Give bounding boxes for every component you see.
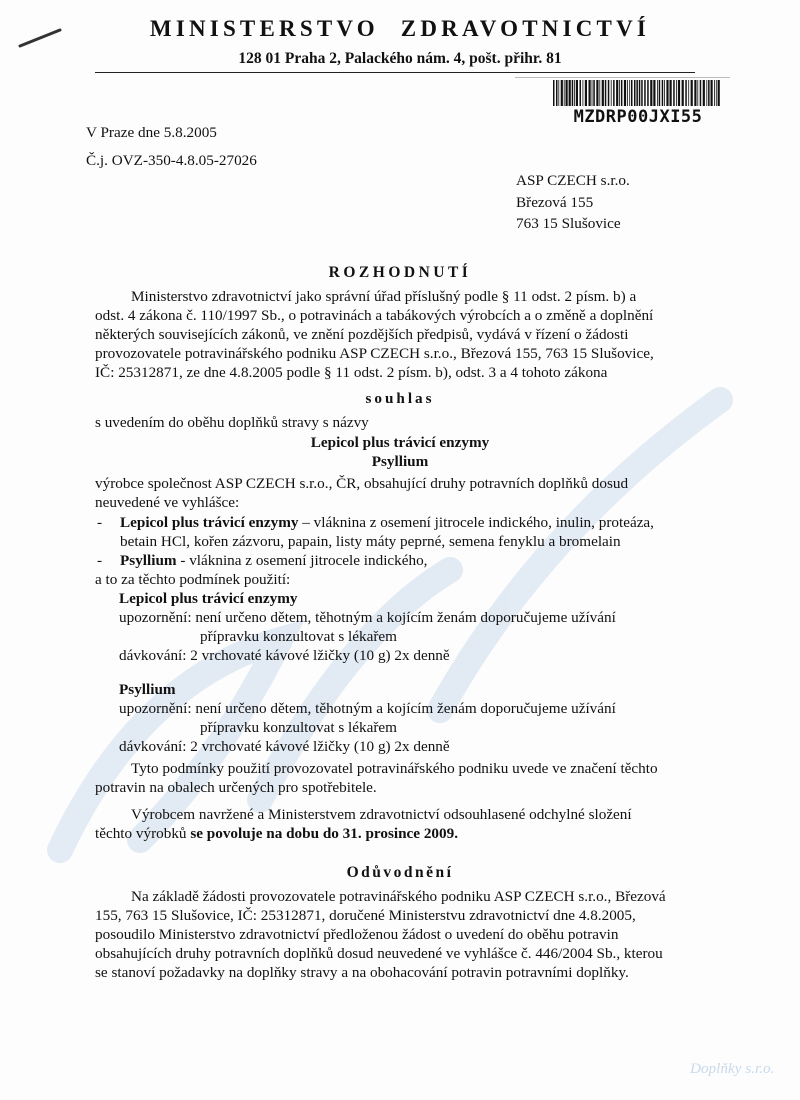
barcode-bar <box>676 80 677 106</box>
barcode-bar <box>580 80 582 106</box>
warning-label: upozornění: <box>119 700 192 717</box>
barcode-bar <box>613 80 615 106</box>
barcode-bar <box>576 80 578 106</box>
watermark-text: Doplňky s.r.o. <box>690 1060 775 1077</box>
barcode-bar <box>583 80 584 106</box>
recipient-city: 763 15 Slušovice <box>516 215 621 232</box>
condition-warning <box>119 700 616 718</box>
justification-line: obsahujících druhy potravních doplňků dosud neuvedené ve vyhlášce č. 446/2004 Sb., kterou <box>95 945 663 962</box>
composition-line: vláknina z osemení jitrocele indického, inulin, proteáza, <box>313 514 654 531</box>
barcode-bar <box>641 80 643 106</box>
reference-number: Č.j. OVZ-350-4.8.05-27026 <box>86 152 257 169</box>
barcode-bar <box>700 80 702 106</box>
intro-line: Ministerstvo zdravotnictví jako správní úřad příslušný podle § 11 odst. 2 písm. b) a <box>131 288 637 305</box>
composition-line: vláknina z osemení jitrocele indického, <box>189 552 428 569</box>
justification-line: se stanoví požadavky na doplňky stravy a na obohacování potravin potravními doplňky. <box>95 964 629 981</box>
barcode-bar <box>602 80 604 106</box>
barcode-bar <box>714 80 715 106</box>
barcode-bar <box>558 80 559 106</box>
barcode-bar <box>605 80 607 106</box>
barcode-bar <box>666 80 668 106</box>
barcode-bar <box>572 80 574 106</box>
justification-line: 155, 763 15 Slušovice, IČ: 25312871, doručené Ministerstvu zdravotnictví dne 4.8.2005, <box>95 907 636 924</box>
product-name-1: Lepicol plus trávicí enzymy <box>310 434 490 451</box>
barcode-bar <box>711 80 713 106</box>
letterhead-divider <box>95 72 695 73</box>
labeling-line: potravin na obalech určených pro spotřebitele. <box>95 779 377 796</box>
warning-text: není určeno dětem, těhotným a kojícím ženám doporučujeme užívání <box>195 700 616 717</box>
barcode-bar <box>650 80 652 106</box>
composition-product: Lepicol plus trávicí enzymy <box>120 514 299 531</box>
barcode-bar <box>629 80 630 106</box>
barcode-bar <box>561 80 563 106</box>
barcode-code: MZDRP00JXI55 <box>573 107 703 127</box>
labeling-line: Tyto podmínky použití provozovatel potravinářského podniku uvede ve značení těchto <box>131 760 658 777</box>
barcode-bar <box>673 80 675 106</box>
composition-product: Psyllium <box>120 552 177 569</box>
barcode-bar <box>627 80 628 106</box>
recipient-street: Březová 155 <box>516 193 594 211</box>
dosage-text: 2 vrchovaté kávové lžičky (10 g) 2x denně <box>190 647 450 664</box>
barcode-bar <box>688 80 689 106</box>
composition-item-1 <box>120 514 654 532</box>
barcode-bar <box>716 80 717 106</box>
barcode-bar <box>682 80 684 106</box>
barcode-bar <box>592 80 593 106</box>
barcode-bar <box>691 80 693 106</box>
warning-text-continued: přípravku konzultovat s lékařem <box>200 719 397 736</box>
barcode-bar <box>664 80 665 106</box>
dosage-text: 2 vrchovaté kávové lžičky (10 g) 2x denně <box>190 738 450 755</box>
barcode-bar <box>653 80 655 106</box>
barcode-bar <box>566 80 568 106</box>
consent-intro: s uvedením do oběhu doplňků stravy s názvy <box>95 414 369 431</box>
consent-heading: souhlas <box>365 390 435 407</box>
composition-separator: – <box>298 514 314 531</box>
barcode-bar <box>697 80 698 106</box>
barcode-bar <box>611 80 612 106</box>
warning-text-continued: přípravku konzultovat s lékařem <box>200 628 397 645</box>
barcode-bar <box>599 80 600 106</box>
barcode-bar <box>569 80 571 106</box>
barcode-bar <box>657 80 658 106</box>
barcode-bar <box>703 80 705 106</box>
barcode-bar <box>670 80 672 106</box>
barcode-bar <box>619 80 620 106</box>
barcode-bar <box>596 80 598 106</box>
barcode-bar <box>662 80 664 106</box>
barcode-bar <box>634 80 636 106</box>
warning-text: není určeno dětem, těhotným a kojícím ženám doporučujeme užívání <box>195 609 616 626</box>
validity-deadline: se povoluje na dobu do 31. prosince 2009. <box>190 825 458 842</box>
composition-item-2 <box>120 552 427 570</box>
warning-label: upozornění: <box>119 609 192 626</box>
recipient-name: ASP CZECH s.r.o. <box>516 172 630 189</box>
composition-separator: - <box>176 552 190 569</box>
barcode-bar <box>636 80 638 106</box>
barcode-bar <box>644 80 646 106</box>
justification-title: Odůvodnění <box>346 864 454 881</box>
intro-line: některých souvisejících zákonů, ve znění pozdějších předpisů, vydává v řízení o žádosti <box>95 326 629 343</box>
justification-line: posoudilo Ministerstvo zdravotnictví předloženou žádost o uvedení do oběhu potravin <box>95 926 619 943</box>
barcode-bar <box>631 80 633 106</box>
condition-product: Lepicol plus trávicí enzymy <box>119 590 298 607</box>
barcode-bar <box>639 80 641 106</box>
recipient-address <box>516 170 630 235</box>
barcode-bar <box>718 80 720 106</box>
barcode-bar <box>678 80 680 106</box>
decision-title: ROZHODNUTÍ <box>328 264 472 281</box>
barcode-bar <box>616 80 618 106</box>
manufacturer-line: výrobce společnost ASP CZECH s.r.o., ČR, obsahující druhy potravních doplňků dosud <box>95 475 629 492</box>
barcode-bar <box>659 80 661 106</box>
ministry-word-2: ZDRAVOTNICTVÍ <box>400 16 651 41</box>
intro-line: odst. 4 zákona č. 110/1997 Sb., o potravinách a tabákových výrobcích a o změně a doplnění <box>95 307 654 324</box>
barcode-bar <box>574 80 575 106</box>
barcode-bar <box>553 80 555 106</box>
condition-dosage <box>119 647 450 665</box>
bullet-dash: - <box>97 552 103 569</box>
intro-line: provozovatele potravinářského podniku ASP CZECH s.r.o., Březová 155, 763 15 Slušovice, <box>95 345 654 362</box>
validity-line: Výrobcem navržené a Ministerstvem zdravotnictví odsouhlasené odchylné složení <box>131 806 632 823</box>
manufacturer-line: neuvedené ve vyhlášce: <box>95 494 240 511</box>
barcode-bar <box>589 80 591 106</box>
dosage-label: dávkování: <box>119 738 187 755</box>
dosage-label: dávkování: <box>119 647 187 664</box>
letterhead-address: 128 01 Praha 2, Palackého nám. 4, pošt. přihr. 81 <box>238 50 562 67</box>
condition-product: Psyllium <box>119 681 176 698</box>
composition-line: betain HCl, kořen zázvoru, papain, listy máty peprné, semena fenyklu a bromelain <box>120 533 621 550</box>
validity-text: těchto výrobků <box>95 825 191 842</box>
bullet-dash: - <box>97 514 103 531</box>
barcode-divider <box>515 77 730 78</box>
intro-line: IČ: 25312871, ze dne 4.8.2005 podle § 11 odst. 2 písm. b), odst. 3 a 4 tohoto zákona <box>95 364 608 381</box>
barcode-bar <box>564 80 565 106</box>
barcode-bar <box>706 80 707 106</box>
barcode-bar <box>593 80 595 106</box>
letterhead-ministry <box>0 16 800 42</box>
condition-dosage <box>119 738 450 756</box>
barcode-bar <box>585 80 587 106</box>
product-name-2: Psyllium <box>371 453 429 470</box>
barcode-bar <box>608 80 610 106</box>
barcode-bar <box>647 80 649 106</box>
barcode-bar <box>624 80 626 106</box>
validity-line <box>95 825 458 843</box>
barcode-bar <box>708 80 710 106</box>
barcode-bar <box>556 80 558 106</box>
justification-line: Na základě žádosti provozovatele potravinářského podniku ASP CZECH s.r.o., Březová <box>131 888 666 905</box>
barcode <box>553 80 721 106</box>
ministry-word-1: MINISTERSTVO <box>149 16 379 41</box>
barcode-bar <box>685 80 687 106</box>
barcode-bar <box>621 80 623 106</box>
conditions-intro: a to za těchto podmínek použití: <box>95 571 291 588</box>
barcode-bar <box>694 80 696 106</box>
condition-warning <box>119 609 616 627</box>
date-line: V Praze dne 5.8.2005 <box>86 124 217 141</box>
